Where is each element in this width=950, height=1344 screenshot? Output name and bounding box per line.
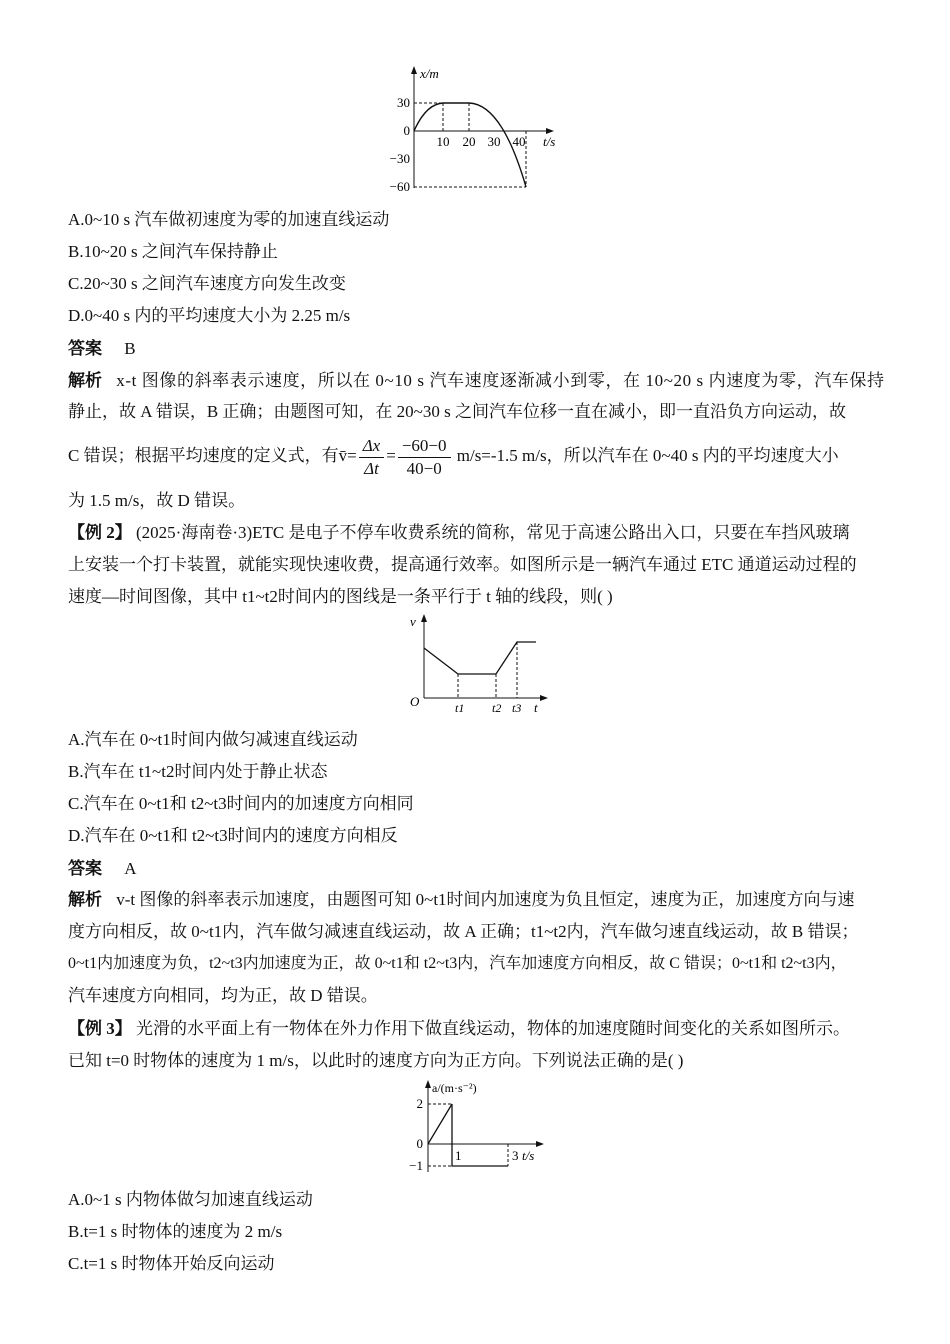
at-xlabel: t/s (522, 1148, 535, 1163)
at-graph (408, 1078, 558, 1176)
value-fraction-den: 40−0 (406, 458, 442, 478)
ex2-analysis-text-1: v-t 图像的斜率表示加速度，由题图可知 0~t1时间内加速度为负且恒定，速度为正，加速度方向与速 (116, 890, 855, 909)
ex3-option-c: C.t=1 s 时物体开始反向运动 (68, 1254, 275, 1273)
ex2-analysis-line-4: 汽车速度方向相同，均为正，故 D 错误。 (68, 986, 378, 1005)
q1-option-c: C.20~30 s 之间汽车速度方向发生改变 (68, 274, 346, 293)
ex2-analysis-label: 解析 (68, 890, 102, 909)
ex2-option-a: A.汽车在 0~t1时间内做匀减速直线运动 (68, 730, 358, 749)
xt-ytick-m30: −30 (390, 151, 410, 166)
q1-analysis-text-1: x-t 图像的斜率表示速度，所以在 0~10 s 汽车速度逐渐减小到零，在 10~20 s 内速度为零，汽车保持 (116, 371, 885, 390)
q1-analysis-line-2: 静止，故 A 错误，B 正确；由题图可知，在 20~30 s 之间汽车位移一直在减小，即一直沿负方向运动，故 (68, 402, 846, 421)
ex2-stem-text-1: (2025·海南卷·3)ETC 是电子不停车收费系统的简称，常见于高速公路出入口，只要在车挡风玻璃 (136, 523, 850, 542)
ex3-stem-text-1: 光滑的水平面上有一物体在外力作用下做直线运动，物体的加速度随时间变化的关系如图所示。 (136, 1019, 850, 1038)
ex2-option-c: C.汽车在 0~t1和 t2~t3时间内的加速度方向相同 (68, 794, 414, 813)
xt-ytick-m60: −60 (390, 179, 410, 194)
xt-ytick-0: 0 (403, 123, 410, 138)
ex3-stem-line-2: 已知 t=0 时物体的速度为 1 m/s，以此时的速度方向为正方向。下列说法正确的是( ) (68, 1051, 684, 1070)
vt-graph (404, 612, 554, 720)
xt-xtick-10: 10 (436, 134, 450, 149)
vt-tick-t2: t2 (492, 701, 502, 715)
ex2-answer-label: 答案 (68, 859, 102, 878)
xt-ytick-30: 30 (397, 95, 410, 110)
ex3-stem-line-1 (68, 1017, 850, 1041)
q1-analysis-line-1 (68, 369, 885, 393)
at-xtick-1: 1 (455, 1148, 462, 1163)
xt-xtick-30: 30 (487, 134, 501, 149)
value-fraction-num: −60−0 (398, 435, 451, 458)
q1-analysis-text-3a: C 错误；根据平均速度的定义式，有 (68, 446, 339, 465)
vt-tick-t1: t1 (455, 701, 465, 715)
avg-velocity-symbol: v̄= (338, 446, 357, 465)
q1-option-b: B.10~20 s 之间汽车保持静止 (68, 242, 278, 261)
ex2-option-d: D.汽车在 0~t1和 t2~t3时间内的速度方向相反 (68, 826, 398, 845)
ex2-analysis-line-3: 0~t1内加速度为负，t2~t3内加速度为正，故 0~t1和 t2~t3内，汽车加速度方向相反，故 C 错误；0~t1和 t2~t3内， (68, 955, 847, 972)
ex2-option-b: B.汽车在 t1~t2时间内处于静止状态 (68, 762, 328, 781)
ex2-analysis-line-1 (68, 888, 855, 912)
at-ylabel: a/(m·s⁻²) (432, 1081, 477, 1095)
q1-analysis-text-3b: m/s=-1.5 m/s，所以汽车在 0~40 s 内的平均速度大小 (452, 446, 839, 465)
xt-ylabel: x/m (420, 66, 439, 81)
ex3-label: 【例 3】 (68, 1019, 132, 1038)
delta-fraction-den: Δt (364, 458, 379, 478)
ex2-answer-value: A (124, 859, 137, 878)
xt-graph (390, 64, 570, 194)
q1-answer (68, 337, 136, 361)
ex3-option-b: B.t=1 s 时物体的速度为 2 m/s (68, 1222, 283, 1241)
ex3-option-a: A.0~1 s 内物体做匀加速直线运动 (68, 1190, 313, 1209)
q1-analysis-line-4: 为 1.5 m/s，故 D 错误。 (68, 491, 246, 510)
q1-answer-label: 答案 (68, 339, 102, 358)
q1-option-d: D.0~40 s 内的平均速度大小为 2.25 m/s (68, 306, 351, 325)
q1-analysis-label: 解析 (68, 371, 102, 390)
q1-option-a: A.0~10 s 汽车做初速度为零的加速直线运动 (68, 210, 390, 229)
equals-sign: = (386, 446, 396, 465)
ex2-stem-line-2: 上安装一个打卡装置，就能实现快速收费，提高通行效率。如图所示是一辆汽车通过 ETC 通道运动过程的 (68, 555, 857, 574)
vt-tick-t3: t3 (512, 701, 522, 715)
ex2-label: 【例 2】 (68, 523, 132, 542)
xt-xlabel: t/s (543, 134, 556, 149)
at-ytick-0: 0 (416, 1136, 423, 1151)
at-ytick-m1: −1 (409, 1158, 423, 1173)
value-fraction (398, 435, 451, 480)
xt-xtick-40: 40 (512, 134, 526, 149)
xt-xtick-20: 20 (462, 134, 476, 149)
at-ytick-2: 2 (416, 1096, 423, 1111)
q1-answer-value: B (124, 339, 136, 358)
delta-fraction-num: Δx (359, 435, 385, 458)
vt-ylabel: v (410, 614, 416, 629)
ex2-answer (68, 857, 137, 881)
q1-analysis-line-3 (68, 432, 839, 480)
at-xtick-3: 3 (512, 1148, 519, 1163)
ex2-analysis-line-2: 度方向相反，故 0~t1内，汽车做匀减速直线运动，故 A 正确；t1~t2内，汽车做匀速直线运动，故 B 错误； (68, 922, 859, 941)
vt-origin: O (410, 694, 420, 709)
vt-xlabel: t (534, 700, 538, 715)
delta-fraction (359, 435, 385, 480)
ex2-stem-line-1 (68, 521, 850, 545)
ex2-stem-line-3: 速度—时间图像，其中 t1~t2时间内的图线是一条平行于 t 轴的线段，则( ) (68, 587, 613, 606)
